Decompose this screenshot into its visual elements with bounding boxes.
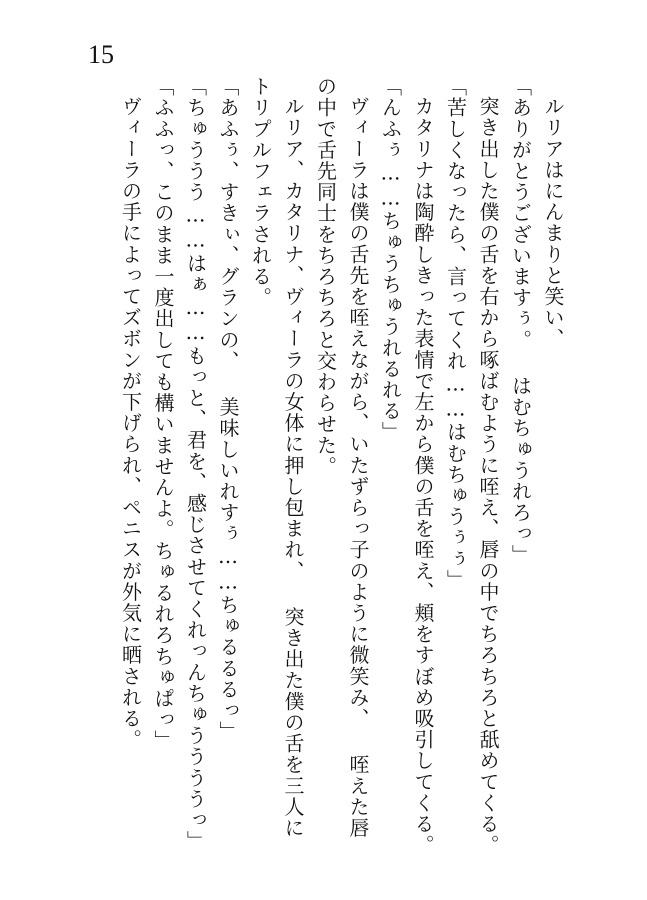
- paragraph-narration: ルリアはにんまりと笑い、: [541, 96, 565, 350]
- paragraph-dialogue: 「ありがとうございますぅ。 はむちゅうれろっ」: [508, 76, 533, 566]
- paragraph-dialogue: 「んふぅ……ちゅうちゅうれるれる」: [378, 76, 403, 443]
- paragraph-dialogue: 「あふぅ、すきぃ、グランの、 美味しいれすぅ……ちゅるるるっ」: [216, 76, 240, 743]
- paragraph-narration: ヴィーラは僕の舌先を咥えながら、いたずらっ子のように微笑み、 咥えた唇の中で舌先同士をちろちろと交わらせた。: [313, 76, 370, 839]
- paragraph-dialogue: 「ふふっ、このまま一度出しても構いませんよ。ちゅるれろちゅぱっ」: [151, 76, 175, 752]
- paragraph-dialogue: 「苦しくなったら、言ってくれ……はむちゅうぅぅ」: [443, 76, 468, 591]
- paragraph-dialogue: 「ちゅううう……はぁ……もっと、君を、感じさせてくれっんちゅううううっ」: [183, 76, 208, 852]
- page-number: 15: [88, 40, 114, 69]
- vertical-text-body: [114, 76, 569, 856]
- paragraph-narration: ルリア、カタリナ、ヴィーラの女体に押し包まれ、 突き出た僕の舌を三人にトリプルフェラされる。: [248, 76, 305, 839]
- paragraph-narration: カタリナは陶酔しきった表情で左から僕の舌を咥え、頬をすぼめ吸引してくる。: [411, 96, 435, 856]
- paragraph-narration: ヴィーラの手によってズボンが下げられ、ペニスが外気に晒される。: [118, 96, 143, 751]
- paragraph-narration: 突き出した僕の舌を右から啄ばむように咥え、唇の中でちろちろと舐めてくる。: [476, 96, 500, 856]
